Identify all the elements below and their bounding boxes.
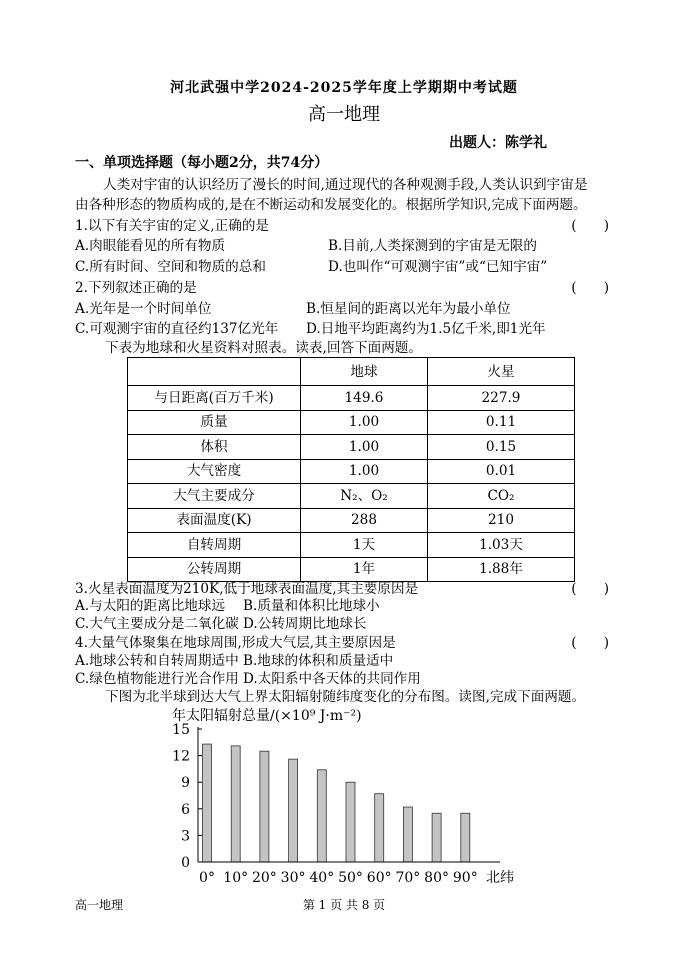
earth-value: N₂、O₂ <box>301 484 428 509</box>
bar-lat-40 <box>317 770 326 862</box>
x-tick-label: 20° <box>251 870 277 886</box>
bar-lat-60 <box>375 794 384 862</box>
row-label: 表面温度(K) <box>128 508 301 533</box>
table-intro: 下表为地球和火星资料对照表。读表,回答下面两题。 <box>105 340 422 356</box>
table-row <box>128 435 575 460</box>
question-3-option-c: C.大气主要成分是二氧化碳 <box>75 616 239 632</box>
footer-subject: 高一地理 <box>75 898 124 912</box>
earth-value: 1.00 <box>301 435 428 460</box>
earth-value: 149.6 <box>301 386 428 411</box>
question-2-option-a: A.光年是一个时间单位 <box>75 301 212 317</box>
x-tick-label: 90° <box>452 870 478 886</box>
answer-bracket: ( ) <box>571 635 609 651</box>
question-4-stem: 4.大量气体聚集在地球周围,形成大气层,其主要原因是 <box>75 635 396 651</box>
question-1-option-b: B.目前,人类探测到的宇宙是无限的 <box>328 238 537 254</box>
question-3-option-a: A.与太阳的距离比地球远 <box>75 598 226 614</box>
earth-value: 1.00 <box>301 459 428 484</box>
question-1-option-a: A.肉眼能看见的所有物质 <box>75 238 226 254</box>
table-header-earth: 地球 <box>301 358 428 386</box>
table-row <box>128 533 575 558</box>
question-4-option-c: C.绿色植物能进行光合作用 <box>75 671 239 687</box>
question-4-option-d: D.太阳系中各天体的共同作用 <box>243 671 421 687</box>
row-label: 大气密度 <box>128 459 301 484</box>
mars-value: 1.03天 <box>428 533 575 558</box>
question-3-stem: 3.火星表面温度为210K,低于地球表面温度,其主要原因是 <box>75 581 419 597</box>
mars-value: 227.9 <box>428 386 575 411</box>
solar-radiation-bar-chart <box>0 700 688 890</box>
question-2-option-b: B.恒星间的距离以光年为最小单位 <box>306 301 511 317</box>
table-row <box>128 557 575 582</box>
question-2-option-c: C.可观测宇宙的直径约137亿光年 <box>75 321 279 337</box>
question-4-option-b: B.地球的体积和质量适中 <box>243 653 394 669</box>
y-tick-label: 12 <box>172 748 190 765</box>
mars-value: 210 <box>428 508 575 533</box>
question-3-option-d: D.公转周期比地球长 <box>243 616 367 632</box>
author-line: 出题人：陈学礼 <box>449 135 547 151</box>
y-tick-label: 6 <box>181 801 190 818</box>
x-tick-label: 80° <box>424 870 450 886</box>
bar-lat-90 <box>461 813 470 862</box>
question-2-stem: 2.下列叙述正确的是 <box>75 280 197 296</box>
y-tick-label: 15 <box>172 722 190 738</box>
mars-value: 1.88年 <box>428 557 575 582</box>
question-1-option-d: D.也叫作“可观测宇宙”或“已知宇宙” <box>328 259 548 275</box>
answer-bracket: ( ) <box>571 280 609 296</box>
table-header-blank <box>128 358 301 386</box>
chart-intro: 下图为北半球到达大气上界太阳辐射随纬度变化的分布图。读图,完成下面两题。 <box>105 689 586 705</box>
question-1-option-c: C.所有时间、空间和物质的总和 <box>75 259 266 275</box>
bar-lat-0 <box>203 744 212 862</box>
bar-lat-80 <box>432 813 441 862</box>
intro-paragraph-line: 由各种形态的物质构成的,是在不断运动和发展变化的。根据所学知识,完成下面两题。 <box>75 197 587 213</box>
question-4-option-a: A.地球公转和自转周期适中 <box>75 653 239 669</box>
row-label: 体积 <box>128 435 301 460</box>
row-label: 公转周期 <box>128 557 301 582</box>
question-3-option-b: B.质量和体积比地球小 <box>243 598 380 614</box>
y-tick-label: 9 <box>181 775 190 792</box>
row-label: 大气主要成分 <box>128 484 301 509</box>
mars-value: 0.01 <box>428 459 575 484</box>
earth-value: 288 <box>301 508 428 533</box>
mars-value: 0.15 <box>428 435 575 460</box>
table-row <box>128 508 575 533</box>
earth-mars-comparison-table <box>127 357 575 582</box>
answer-bracket: ( ) <box>571 218 609 234</box>
bar-lat-20 <box>260 751 269 862</box>
bar-lat-10 <box>231 746 240 862</box>
table-row <box>128 410 575 435</box>
bar-lat-50 <box>346 782 355 862</box>
row-label: 质量 <box>128 410 301 435</box>
question-1-stem: 1.以下有关宇宙的定义,正确的是 <box>75 218 270 234</box>
earth-value: 1.00 <box>301 410 428 435</box>
subject-title: 高一地理 <box>308 104 380 125</box>
mars-value: CO₂ <box>428 484 575 509</box>
intro-paragraph-line: 人类对宇宙的认识经历了漫长的时间,通过现代的各种观测手段,人类认识到宇宙是 <box>103 177 588 193</box>
row-label: 与日距离(百万千米) <box>128 386 301 411</box>
question-2-option-d: D.日地平均距离约为1.5亿千米,即1光年 <box>306 321 546 337</box>
y-tick-label: 3 <box>181 828 190 845</box>
earth-value: 1天 <box>301 533 428 558</box>
x-tick-label: 50° <box>338 870 363 886</box>
chart-y-axis-label: 年太阳辐射总量/(×10⁹ J·m⁻²) <box>172 708 362 724</box>
x-tick-label: 10° <box>223 870 249 886</box>
x-tick-label: 30° <box>280 870 306 886</box>
table-row <box>128 386 575 411</box>
section-heading: 一、单项选择题（每小题2分，共74分） <box>75 155 329 171</box>
table-row <box>128 484 575 509</box>
x-tick-label: 0° <box>199 870 215 886</box>
x-tick-label: 70° <box>395 870 421 886</box>
y-tick-label: 0 <box>181 855 190 871</box>
answer-bracket: ( ) <box>571 581 609 597</box>
bar-lat-70 <box>403 807 412 862</box>
bar-lat-30 <box>289 759 298 862</box>
footer-page-number: 第 1 页 共 8 页 <box>302 898 386 912</box>
school-exam-title: 河北武强中学2024-2025学年度上学期期中考试题 <box>170 80 518 96</box>
chart-x-axis-label: 北纬 <box>486 870 514 886</box>
row-label: 自转周期 <box>128 533 301 558</box>
mars-value: 0.11 <box>428 410 575 435</box>
table-header-row <box>128 358 575 386</box>
x-tick-label: 60° <box>366 870 392 886</box>
x-tick-label: 40° <box>309 870 335 886</box>
table-header-mars: 火星 <box>428 358 575 386</box>
earth-value: 1年 <box>301 557 428 582</box>
table-row <box>128 459 575 484</box>
